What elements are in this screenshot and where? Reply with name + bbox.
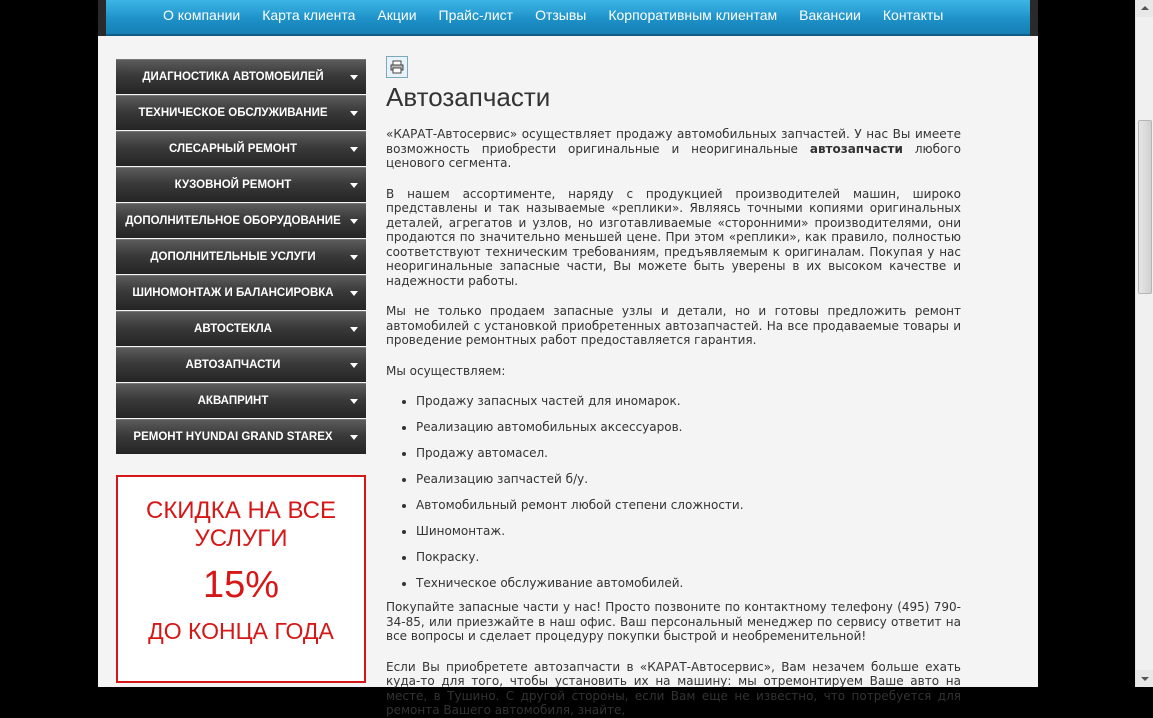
vertical-scrollbar[interactable] (1135, 0, 1153, 687)
print-button[interactable] (386, 56, 408, 78)
menu-item-label: АВТОСТЕКЛА (194, 323, 272, 335)
chevron-down-icon (350, 399, 358, 404)
chevron-down-icon (350, 255, 358, 260)
menu-item-aquaprint[interactable] (116, 383, 366, 418)
chevron-down-icon (350, 363, 358, 368)
nav-edge-left (98, 0, 106, 36)
list-item: • Шиномонтаж. (416, 518, 961, 544)
promo-deadline: ДО КОНЦА ГОДА (148, 618, 334, 644)
chevron-down-icon (350, 111, 358, 116)
article (386, 80, 961, 718)
list-item: • Продажу автомасел. (416, 440, 961, 466)
nav-item-price-list[interactable]: Прайс-лист (438, 7, 514, 23)
nav-item-about[interactable]: О компании (163, 7, 241, 23)
promo-discount: 15% (202, 564, 280, 606)
chevron-down-icon (350, 75, 358, 80)
nav-item-reviews[interactable]: Отзывы (535, 7, 587, 23)
menu-item-tire-service[interactable] (116, 275, 366, 310)
article-paragraph-5: Покупайте запасные части у нас! Просто позвоните по контактному телефону (495) 790-34-85, или приезжайте в наш офис. Ваш персональный менеджер по сервису ответит на все вопросы и сделает процедуру покупки быстрой и необременительной! (386, 600, 961, 643)
nav-item-contacts[interactable]: Контакты (882, 7, 944, 23)
chevron-down-icon (350, 291, 358, 296)
article-paragraph-3: Мы не только продаем запасные узлы и детали, но и готовы предложить ремонт автомобилей с установкой приобретенных автозапчастей. На все продаваемые товары и проведение ремонтных работ предоставляется гарантия. (386, 304, 961, 347)
top-nav-list (152, 0, 954, 30)
menu-item-label: СЛЕСАРНЫЙ РЕМОНТ (169, 143, 297, 155)
menu-item-label: ШИНОМОНТАЖ И БАЛАНСИРОВКА (132, 287, 334, 299)
list-item: • Продажу запасных частей для иномарок. (416, 388, 961, 414)
menu-item-label: АВТОЗАПЧАСТИ (185, 359, 281, 371)
menu-item-body-repair[interactable] (116, 167, 366, 202)
menu-item-mechanical-repair[interactable] (116, 131, 366, 166)
list-item: • Покраску. (416, 544, 961, 570)
nav-item-vacancies[interactable]: Вакансии (799, 7, 861, 23)
menu-item-hyundai-repair[interactable] (116, 419, 366, 454)
nav-item-promotions[interactable]: Акции (377, 7, 417, 23)
menu-item-label: КУЗОВНОЙ РЕМОНТ (174, 179, 292, 191)
bold-keyword: автозапчасти (809, 141, 903, 156)
menu-item-diagnostics[interactable] (116, 59, 366, 94)
menu-item-auto-parts[interactable] (116, 347, 366, 382)
nav-item-corporate[interactable]: Корпоративным клиентам (608, 7, 778, 23)
menu-item-label: РЕМОНТ HYUNDAI GRAND STAREX (133, 431, 333, 443)
menu-item-label: ДИАГНОСТИКА АВТОМОБИЛЕЙ (142, 71, 324, 83)
menu-item-label: ТЕХНИЧЕСКОЕ ОБСЛУЖИВАНИЕ (138, 107, 328, 119)
page-title: Автозапчасти (386, 82, 551, 112)
list-item: • Реализацию запчастей б/у. (416, 466, 961, 492)
list-item: • Автомобильный ремонт любой степени сложности. (416, 492, 961, 518)
chevron-down-icon (350, 183, 358, 188)
article-paragraph-6: Если Вы приобретете автозапчасти в «КАРАТ-Автосервис», Вам незачем больше ехать куда-то для того, чтобы установить их на машину: мы отремонтируем Ваше авто на месте, в Тушино. С другой стороны, если Вам еще не известно, что потребуется для ремонта Вашего автомобиля, знайте, (386, 659, 961, 717)
promo-banner[interactable] (116, 475, 366, 683)
scroll-down-button[interactable] (1136, 670, 1153, 687)
printer-icon (390, 60, 404, 74)
services-list (386, 388, 961, 596)
article-paragraph-2: В нашем ассортименте, наряду с продукцией производителей машин, широко представлены и так называемые «реплики». Являясь точными копиями оригинальных деталей, агрегатов и узлов, но изготавливаемые «сторонними» производителями, они продаются по значительно меньшей цене. При этом «реплики», как правило, полностью соответствуют техническим требованиям, предъявляемым к оригиналам. Покупая у нас неоригинальные запасные части, Вы можете быть уверены в их высоком качестве и надежности работы. (386, 186, 961, 288)
paragraph-text: любого ценового сегмента. (386, 141, 961, 170)
side-menu (116, 59, 366, 455)
page (98, 0, 1038, 717)
menu-item-extra-equipment[interactable] (116, 203, 366, 238)
chevron-down-icon (350, 327, 358, 332)
list-item: • Техническое обслуживание автомобилей. (416, 570, 961, 596)
chevron-down-icon (350, 435, 358, 440)
menu-item-maintenance[interactable] (116, 95, 366, 130)
menu-item-label: АКВАПРИНТ (197, 395, 269, 407)
chevron-down-icon (350, 147, 358, 152)
menu-item-label: ДОПОЛНИТЕЛЬНОЕ ОБОРУДОВАНИЕ (125, 215, 341, 227)
article-paragraph-1 (386, 127, 961, 171)
scrollbar-thumb[interactable] (1138, 120, 1152, 294)
paragraph-text: «КАРАТ-Автосервис» осуществляет продажу автомобильных запчастей. У нас Вы имеете возможность приобрести оригинальные и неоригинальные (386, 127, 961, 156)
chevron-down-icon (350, 219, 358, 224)
menu-item-label: ДОПОЛНИТЕЛЬНЫЕ УСЛУГИ (150, 251, 316, 263)
list-item: • Реализацию автомобильных аксессуаров. (416, 414, 961, 440)
top-navigation (98, 0, 1038, 36)
menu-item-auto-glass[interactable] (116, 311, 366, 346)
promo-headline: СКИДКА НА ВСЕ УСЛУГИ (145, 497, 337, 552)
menu-item-extra-services[interactable] (116, 239, 366, 274)
scroll-up-button[interactable] (1136, 0, 1153, 17)
article-paragraph-4: Мы осуществляем: (386, 363, 506, 378)
nav-item-client-card[interactable]: Карта клиента (262, 7, 356, 23)
nav-edge-right (1030, 0, 1038, 36)
